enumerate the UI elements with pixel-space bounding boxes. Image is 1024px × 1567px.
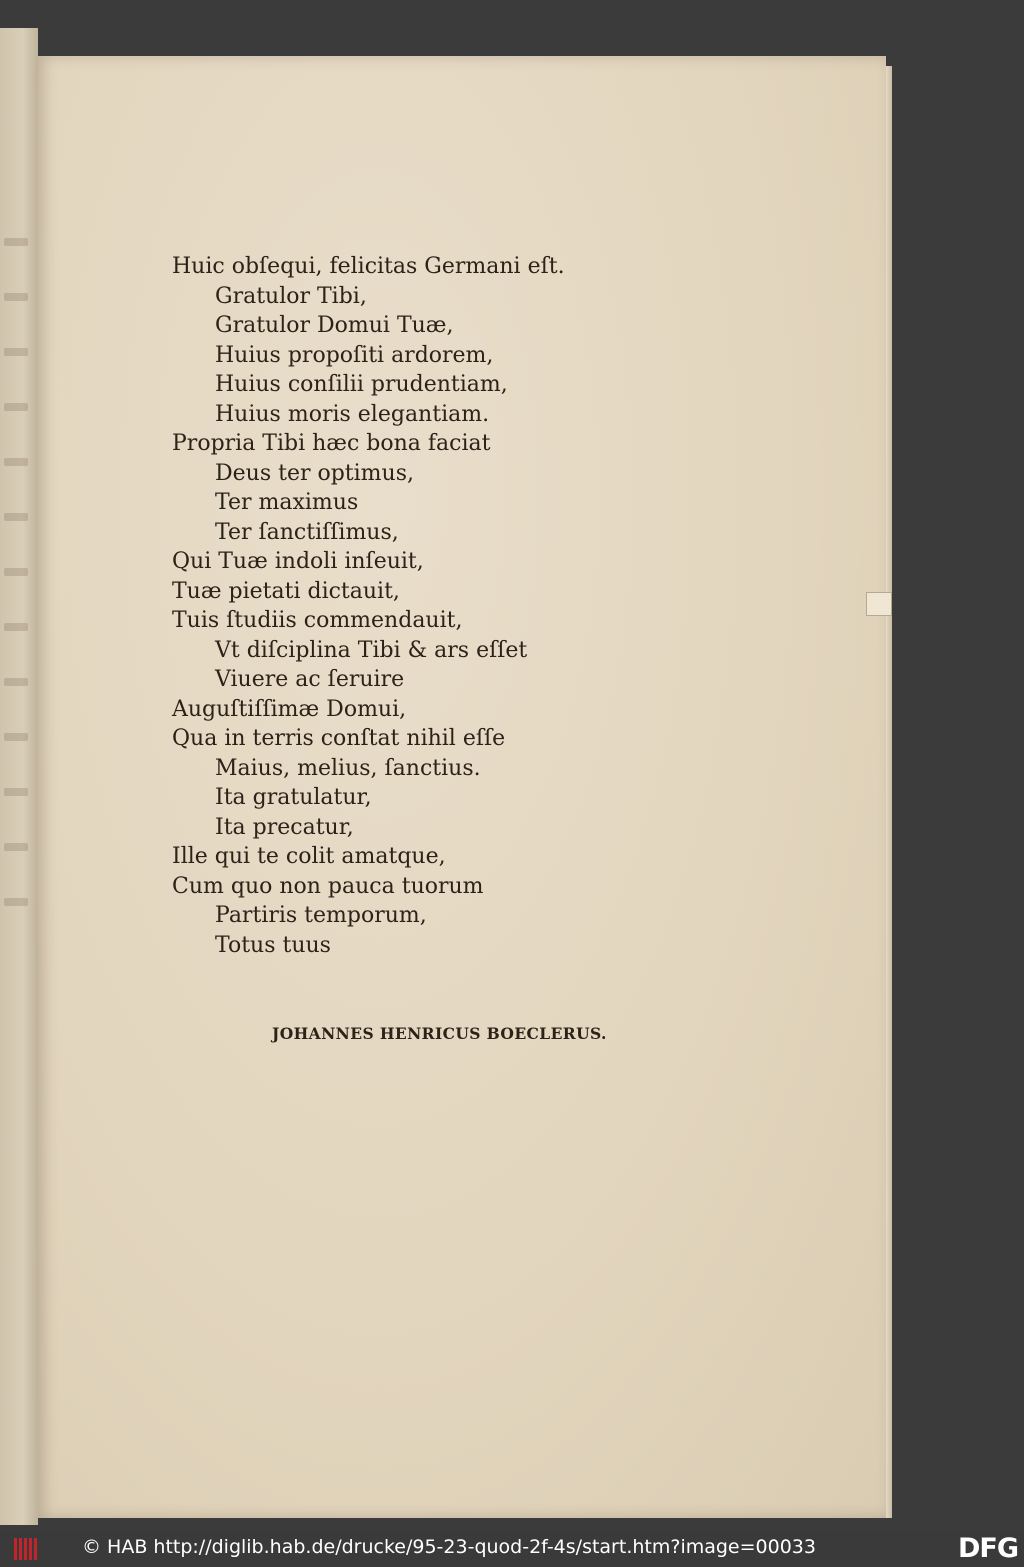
verse-line: Huius moris elegantiam. xyxy=(215,401,490,427)
ink-bleed xyxy=(4,293,28,301)
ink-bleed xyxy=(4,788,28,796)
verse-line: Cum quo non pauca tuorum xyxy=(172,873,484,899)
verse-line: Ter ſanctiſſimus, xyxy=(215,519,399,545)
verse-line: Huius conſilii prudentiam, xyxy=(215,372,508,397)
hab-barcode-icon xyxy=(14,1538,38,1560)
ink-bleed xyxy=(4,513,28,521)
verse-line: Tuis ſtudiis commendauit, xyxy=(172,608,463,633)
bookmark-tab xyxy=(866,592,892,616)
verse-line: Ita gratulatur, xyxy=(215,785,372,810)
verse-line: Partiris temporum, xyxy=(215,903,427,928)
verse-line: Tuæ pietati dictauit, xyxy=(172,578,400,604)
ink-bleed xyxy=(4,898,28,906)
verse-line: Gratulor Tibi, xyxy=(215,283,367,309)
verse-line: Ter maximus xyxy=(215,490,359,515)
ink-bleed xyxy=(4,238,28,246)
verse-line: Ille qui te colit amatque, xyxy=(172,844,446,869)
signature: JOHANNES HENRICUS BOECLERUS. xyxy=(272,1024,607,1043)
verse-line: Propria Tibi hæc bona faciat xyxy=(172,431,491,456)
book-page xyxy=(38,56,886,1518)
ink-bleed xyxy=(4,678,28,686)
verse-line: Gratulor Domui Tuæ, xyxy=(215,313,454,338)
ink-bleed xyxy=(4,623,28,631)
ink-bleed xyxy=(4,733,28,741)
dfg-logo: DFG xyxy=(957,1533,1018,1564)
verse-line: Ita precatur, xyxy=(215,814,354,840)
verse-line: Huic obſequi, felicitas Germani eſt. xyxy=(172,254,565,279)
verse-line: Deus ter optimus, xyxy=(215,460,414,486)
verse-line: Vt diſciplina Tibi & ars eſſet xyxy=(215,637,528,663)
ink-bleed xyxy=(4,843,28,851)
facing-page-edge xyxy=(0,28,38,1525)
verse-line: Maius, melius, ſanctius. xyxy=(215,755,481,781)
verse-line: Viuere ac ſeruire xyxy=(215,667,405,692)
ink-bleed xyxy=(4,403,28,411)
verse-line: Qua in terris conſtat nihil eſſe xyxy=(172,726,506,751)
ink-bleed xyxy=(4,568,28,576)
footer-bar xyxy=(0,1530,1024,1567)
verse-line: Huius propoſiti ardorem, xyxy=(215,342,494,368)
ink-bleed xyxy=(4,458,28,466)
poem-verse xyxy=(172,252,565,960)
ink-bleed xyxy=(4,348,28,356)
verse-line: Auguſtiſſimæ Domui, xyxy=(172,696,407,722)
copyright-link[interactable]: © HAB http://diglib.hab.de/drucke/95-23-quod-2f-4s/start.htm?image=00033 xyxy=(82,1536,816,1558)
verse-line: Totus tuus xyxy=(215,932,331,958)
verse-line: Qui Tuæ indoli inſeuit, xyxy=(172,549,424,574)
